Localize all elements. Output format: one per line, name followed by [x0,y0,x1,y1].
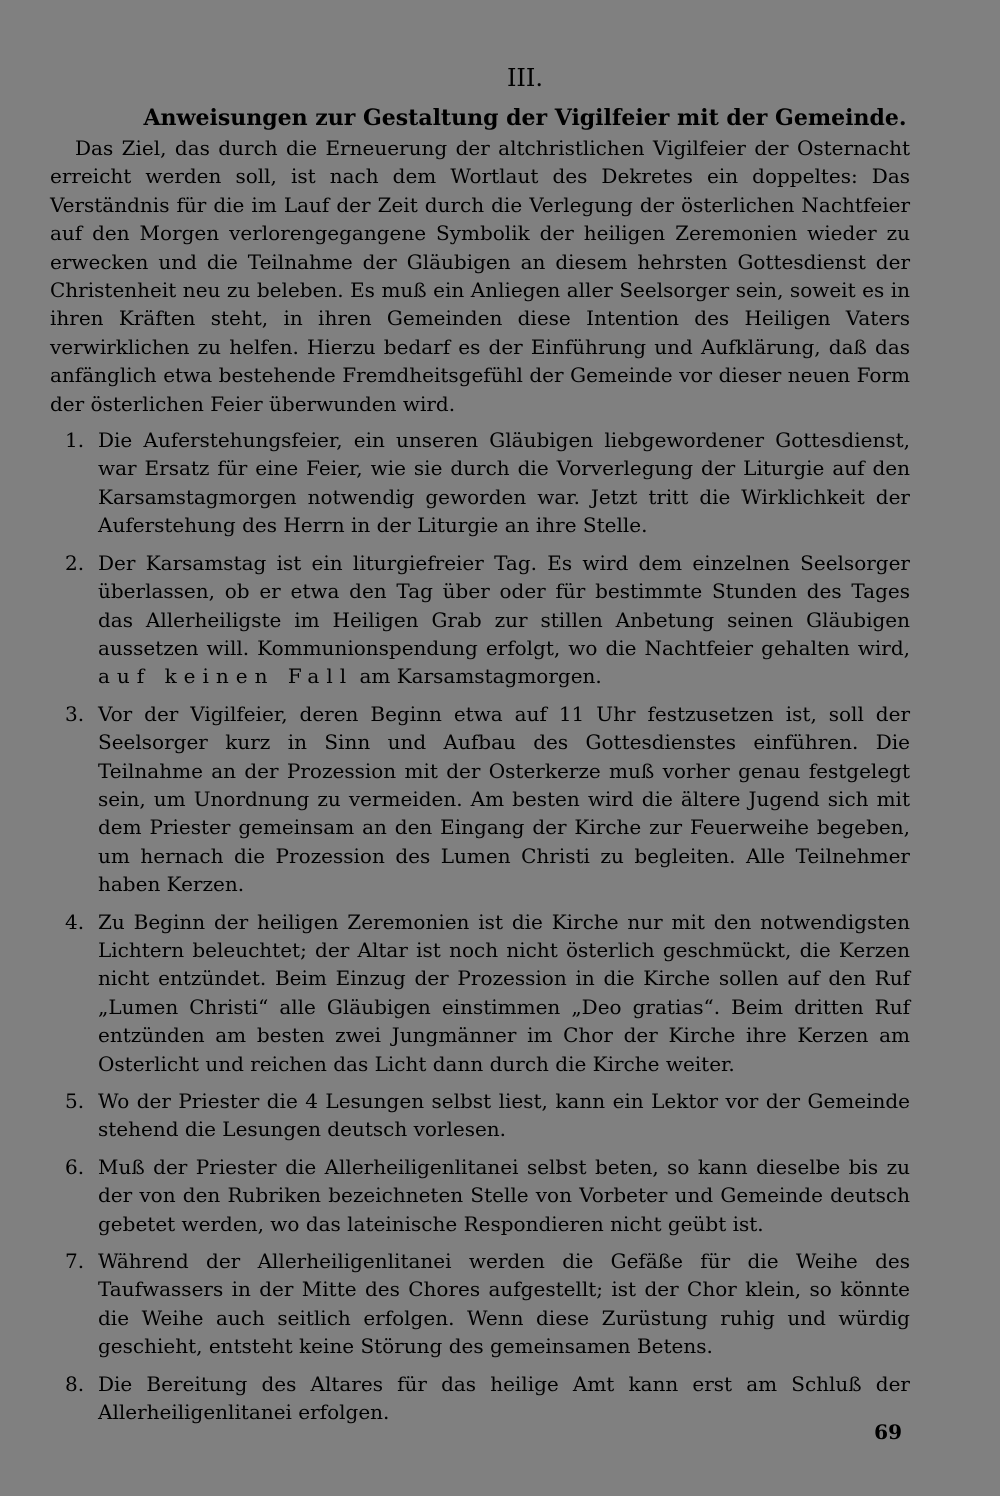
section-number: III. [506,64,544,92]
item-number: 4. [65,909,85,934]
item-number: 7. [65,1249,85,1274]
item-text: Während der Allerheiligenlitanei werden die Gefäße für die Weihe des Taufwassers in der Mitte des Chores aufgestellt; ist der Chor klein, so könnte die Weihe auch seitlich erfolgen. Wenn diese Zurüstung ruhig und würdig geschieht, entsteht keine Störung des gemeinsamen Betens. [98,1249,910,1359]
item-text: Die Auferstehungsfeier, ein unseren Gläubigen liebgewordener Gottesdienst, war Ersatz für eine Feier, wie sie durch die Vorverlegung der Liturgie auf den Karsamstagmorgen notwendig geworden war. Jetzt tritt die Wirklichkeit der Auferstehung des Herrn in der Liturgie an ihre Stelle. [98,428,910,538]
item-number: 3. [65,701,85,726]
intro-paragraph: Das Ziel, das durch die Erneuerung der altchristlichen Vigilfeier der Osternacht erreicht werden soll, ist nach dem Wortlaut des Dekretes ein doppeltes: Das Verständnis für die im Lauf der Zeit durch die Verlegung der österlichen Nachtfeier auf den Morgen verlorengegangene Symbolik der heiligen Zeremonien wieder zu erwecken und die Teilnahme der Gläubigen an diesem hehrsten Gottesdienst der Christenheit neu zu beleben. Es muß ein Anliegen aller Seelsorger sein, soweit es in ihren Kräften steht, in ihren Gemeinden diese Intention des Heiligen Vaters verwirklichen zu helfen. Hierzu bedarf es der Einführung und Aufklärung, daß das anfänglich etwa bestehende Fremdheitsgefühl der Gemeinde vor dieser neuen Form der österlichen Feier überwunden wird. [50,136,910,416]
list-item [50,549,910,691]
list-item [50,426,910,540]
item-number: 5. [65,1089,85,1113]
item-text: Zu Beginn der heiligen Zeremonien ist die Kirche nur mit den notwendigsten Lichtern beleuchtet; der Altar ist noch nicht österlich geschmückt, die Kerzen nicht entzündet. Beim Einzug der Prozession in die Kirche sollen auf den Ruf „Lumen Christi“ alle Gläubigen einstimmen „Deo gratias“. Beim dritten Ruf entzünden am besten zwei Jungmänner im Chor der Kirche ihre Kerzen am Osterlicht und reichen das Licht dann durch die Kirche weiter. [98,909,910,1076]
item-number: 6. [65,1154,85,1179]
item-text: Muß der Priester die Allerheiligenlitanei selbst beten, so kann dieselbe bis zu der von den Rubriken bezeichneten Stelle von Vorbeter und Gemeinde deutsch gebetet werden, wo das lateinische Respondieren nicht geübt ist. [98,1154,910,1236]
emphasis-text: auf keinen Fall [98,664,354,689]
list-item [50,1370,910,1427]
item-text-tail: am Karsamstagmorgen. [359,664,602,689]
list-item [50,908,910,1078]
item-text: Wo der Priester die 4 Lesungen selbst liest, kann ein Lektor vor der Gemeinde stehend die Lesungen deutsch vorlesen. [98,1089,910,1142]
item-text: Der Karsamstag ist ein liturgiefreier Tag. Es wird dem einzelnen Seelsorger überlassen, ob er etwa den Tag über oder für bestimmte Stunden des Tages das Allerheiligste im Heiligen Grab zur stillen Anbetung seinen Gläubigen aussetzen will. Kommunionspendung erfolgt, wo die Nachtfeier gehalten wird, [98,550,910,660]
section-title: Anweisungen zur Gestaltung der Vigilfeier mit der Gemeinde. [143,105,907,131]
list-item [50,1153,910,1238]
item-text: Die Bereitung des Altares für das heilige Amt kann erst am Schluß der Allerheiligenlitanei erfolgen. [98,1371,910,1425]
list-item [50,1087,910,1144]
page-number: 69 [874,1420,902,1444]
list-item [50,1247,910,1361]
list-item [50,700,910,899]
item-number: 2. [65,550,85,575]
item-number: 8. [65,1371,85,1396]
item-number: 1. [65,428,85,453]
item-text: Vor der Vigilfeier, deren Beginn etwa auf 11 Uhr festzusetzen ist, soll der Seelsorger kurz in Sinn und Aufbau des Gottesdienstes einführen. Die Teilnahme an der Prozession mit der Osterkerze muß vorher genau festgelegt sein, um Unordnung zu vermeiden. Am besten wird die ältere Jugend sich mit dem Priester gemeinsam an den Eingang der Kirche zur Feuerweihe begeben, um hernach die Prozession des Lumen Christi zu begleiten. Alle Teilnehmer haben Kerzen. [98,701,910,897]
instruction-list [50,426,910,1426]
document-page [50,58,910,1458]
